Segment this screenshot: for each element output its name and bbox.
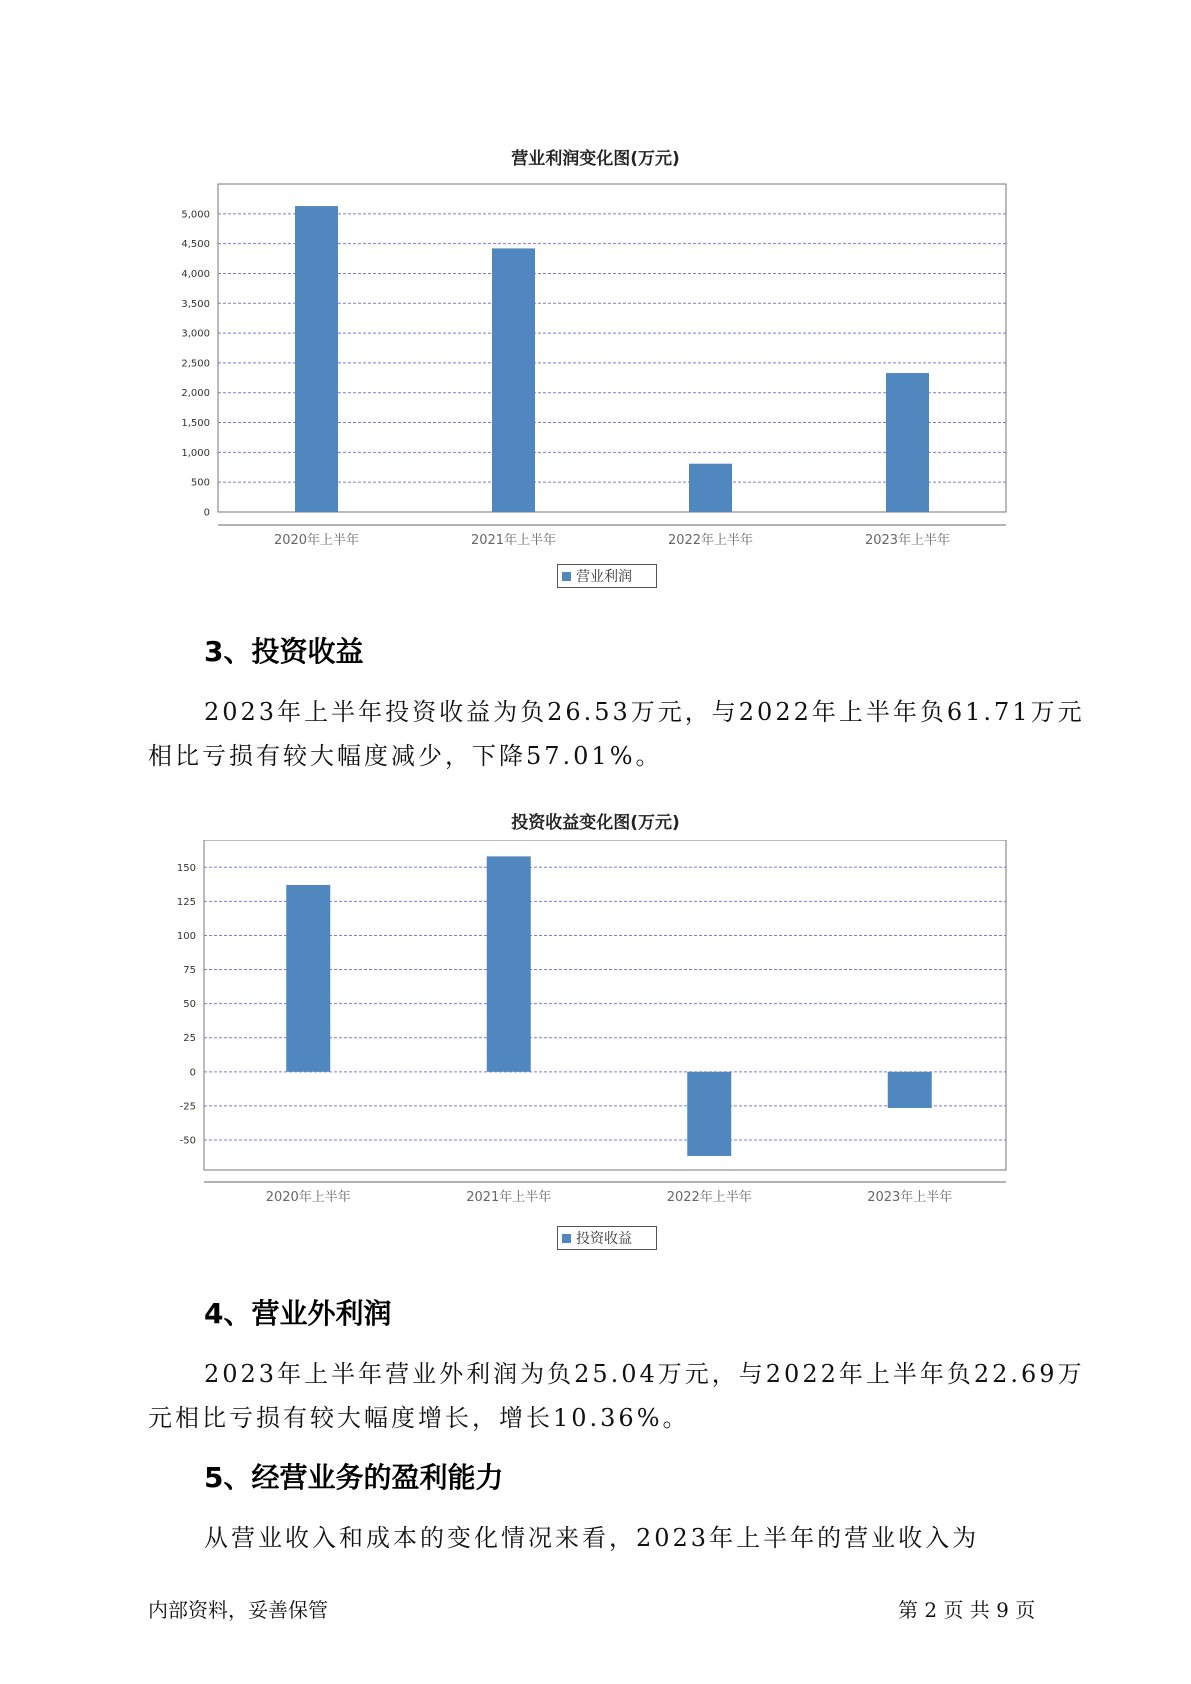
bar-2021年上半年 [492,248,535,512]
chart2-legend [557,1226,657,1250]
section4-line1: 2023年上半年营业外利润为负25.04万元，与2022年上半年负22.69万 [204,1360,1085,1388]
y-tick-label: 50 [183,999,196,1011]
y-tick-label: 25 [183,1033,196,1045]
chart1-title: 营业利润变化图(万元) [511,149,680,169]
y-tick-label: -25 [179,1101,196,1113]
y-tick-label: 0 [203,507,210,519]
x-tick-label: 2023年上半年 [864,533,951,548]
y-tick-label: 75 [183,965,196,977]
section3-line2: 相比亏损有较大幅度减少，下降57.01%。 [148,742,663,770]
y-tick-label: 5,000 [181,209,210,221]
bar-2022年上半年 [689,464,732,512]
y-tick-label: 500 [190,477,210,489]
legend-swatch [562,1234,571,1243]
bar-2021年上半年 [487,856,531,1071]
section4-heading: 4、营业外利润 [204,1297,392,1330]
section5-heading: 5、经营业务的盈利能力 [204,1461,504,1494]
section3-line1: 2023年上半年投资收益为负26.53万元，与2022年上半年负61.71万元 [204,698,1085,726]
y-tick-label: 125 [176,896,196,908]
section5-line1: 从营业收入和成本的变化情况来看，2023年上半年的营业收入为 [204,1524,980,1552]
bar-2023年上半年 [886,373,929,512]
y-tick-label: 1,500 [181,418,210,430]
y-tick-label: 4,000 [181,268,210,280]
x-tick-label: 2021年上半年 [466,1190,552,1205]
bar-2020年上半年 [295,206,338,512]
chart1-operating-profit [0,180,1191,600]
chart1-legend [557,564,657,588]
y-tick-label: 100 [176,930,196,942]
x-tick-label: 2020年上半年 [265,1190,351,1205]
y-tick-label: 150 [176,862,196,874]
y-tick-label: 0 [189,1067,196,1079]
y-tick-label: 2,000 [181,388,210,400]
section4-line2: 元相比亏损有较大幅度增长，增长10.36%。 [148,1404,690,1432]
x-tick-label: 2022年上半年 [667,533,754,548]
legend-swatch [562,572,571,581]
chart1-legend-label: 营业利润 [576,569,632,585]
x-tick-label: 2020年上半年 [273,533,360,548]
y-tick-label: -50 [179,1135,196,1147]
y-tick-label: 3,000 [181,328,210,340]
footer-page-number: 第 2 页 共 9 页 [898,1598,1036,1622]
bar-2020年上半年 [286,885,330,1072]
x-tick-label: 2021年上半年 [470,533,557,548]
chart2-investment-income [0,840,1191,1240]
x-tick-label: 2022年上半年 [666,1190,752,1205]
y-tick-label: 2,500 [181,358,210,370]
bar-2022年上半年 [687,1072,731,1156]
chart2-legend-label: 投资收益 [576,1231,632,1247]
footer-left: 内部资料，妥善保管 [148,1598,328,1622]
y-tick-label: 4,500 [181,239,210,251]
y-tick-label: 1,000 [181,447,210,459]
x-tick-label: 2023年上半年 [867,1190,953,1205]
y-tick-label: 3,500 [181,298,210,310]
section3-heading: 3、投资收益 [204,635,364,668]
bar-2023年上半年 [888,1072,932,1108]
chart2-title: 投资收益变化图(万元) [511,813,680,833]
